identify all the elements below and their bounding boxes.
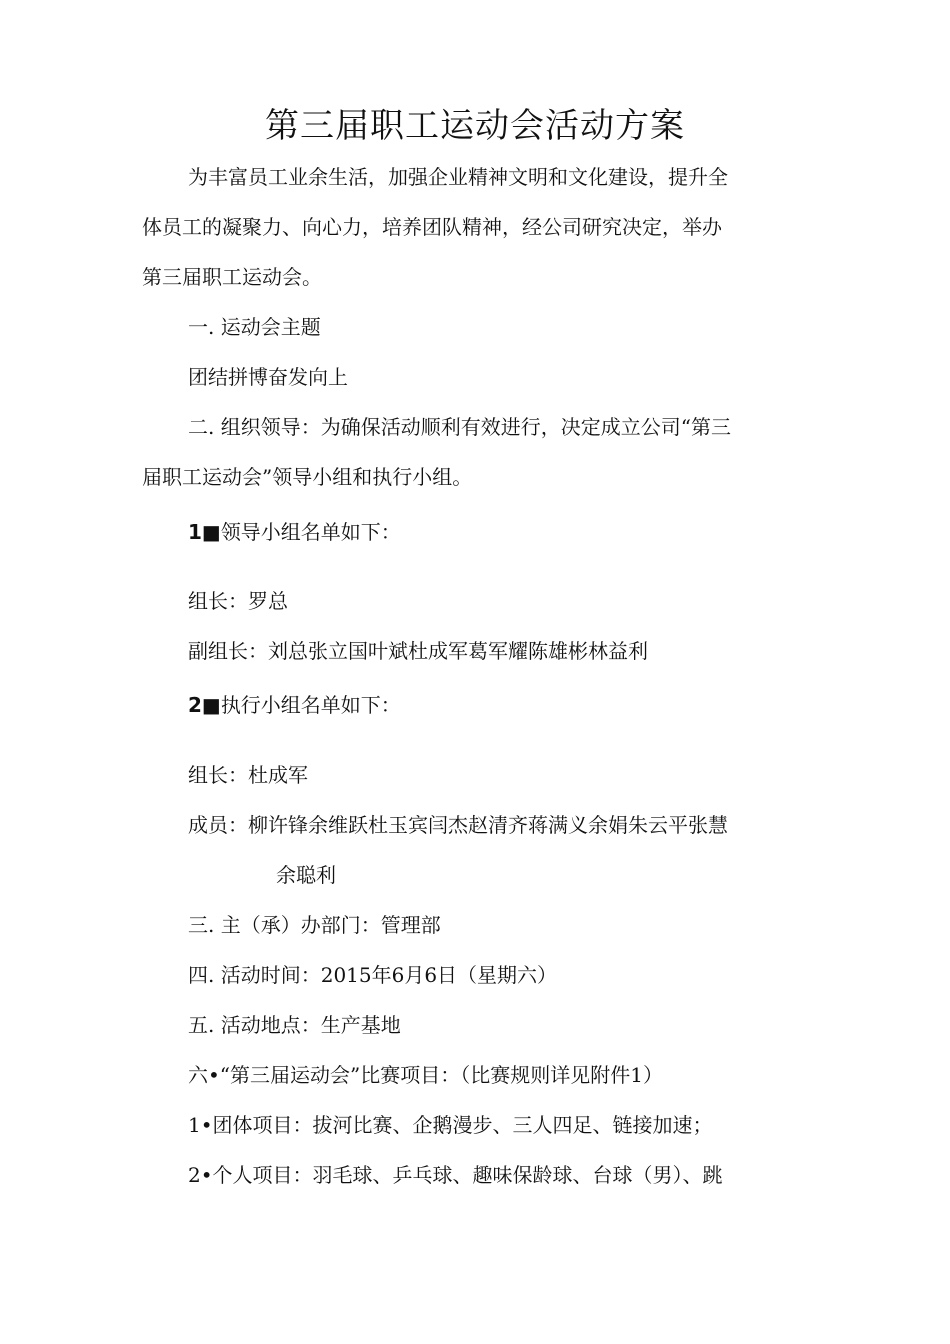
- exec-group-leader: 组长：杜成军: [188, 763, 308, 787]
- exec-group-heading: [188, 690, 401, 720]
- section-3: 三. 主（承）办部门：管理部: [188, 913, 441, 937]
- leader-group-label: 领导小组名单如下：: [220, 520, 401, 544]
- section-1-content: 团结拼博奋发向上: [188, 365, 348, 389]
- leader-group-leader: 组长：罗总: [188, 589, 288, 613]
- intro-line-2: 体员工的凝聚力、向心力，培养团队精神，经公司研究决定，举办: [142, 215, 722, 239]
- exec-group-members-line-2: 余聪利: [276, 863, 336, 887]
- exec-group-label: 执行小组名单如下：: [220, 693, 401, 717]
- exec-group-members-line-1: 成员：柳许锋余维跃杜玉宾闫杰赵清齐蒋满义余娟朱云平张慧: [188, 813, 728, 837]
- section-1-heading: 一. 运动会主题: [188, 315, 321, 339]
- section-2-line-1: 二. 组织领导：为确保活动顺利有效进行，决定成立公司“第三: [188, 415, 731, 439]
- leader-group-deputy: 副组长：刘总张立国叶斌杜成军葛军耀陈雄彬林益利: [188, 639, 648, 663]
- section-4: 四. 活动时间：2015年6月6日（星期六）: [188, 963, 558, 987]
- intro-line-1: 为丰富员工业余生活，加强企业精神文明和文化建设，提升全: [188, 165, 728, 189]
- section-2-line-2: 届职工运动会”领导小组和执行小组。: [142, 465, 473, 489]
- document-title: 第三届职工运动会活动方案: [265, 106, 685, 146]
- leader-group-heading: [188, 517, 401, 547]
- section-6-item-2: 2•个人项目：羽毛球、乒乓球、趣味保龄球、台球（男）、跳: [188, 1163, 723, 1187]
- section-6-item-1: 1•团体项目：拔河比赛、企鹅漫步、三人四足、链接加速；: [188, 1113, 713, 1137]
- exec-group-number: 2■: [188, 693, 221, 717]
- intro-line-3: 第三届职工运动会。: [142, 265, 322, 289]
- section-5: 五. 活动地点：生产基地: [188, 1013, 401, 1037]
- section-6-heading: 六•“第三届运动会”比赛项目：（比赛规则详见附件1）: [188, 1063, 663, 1087]
- leader-group-number: 1■: [188, 520, 221, 544]
